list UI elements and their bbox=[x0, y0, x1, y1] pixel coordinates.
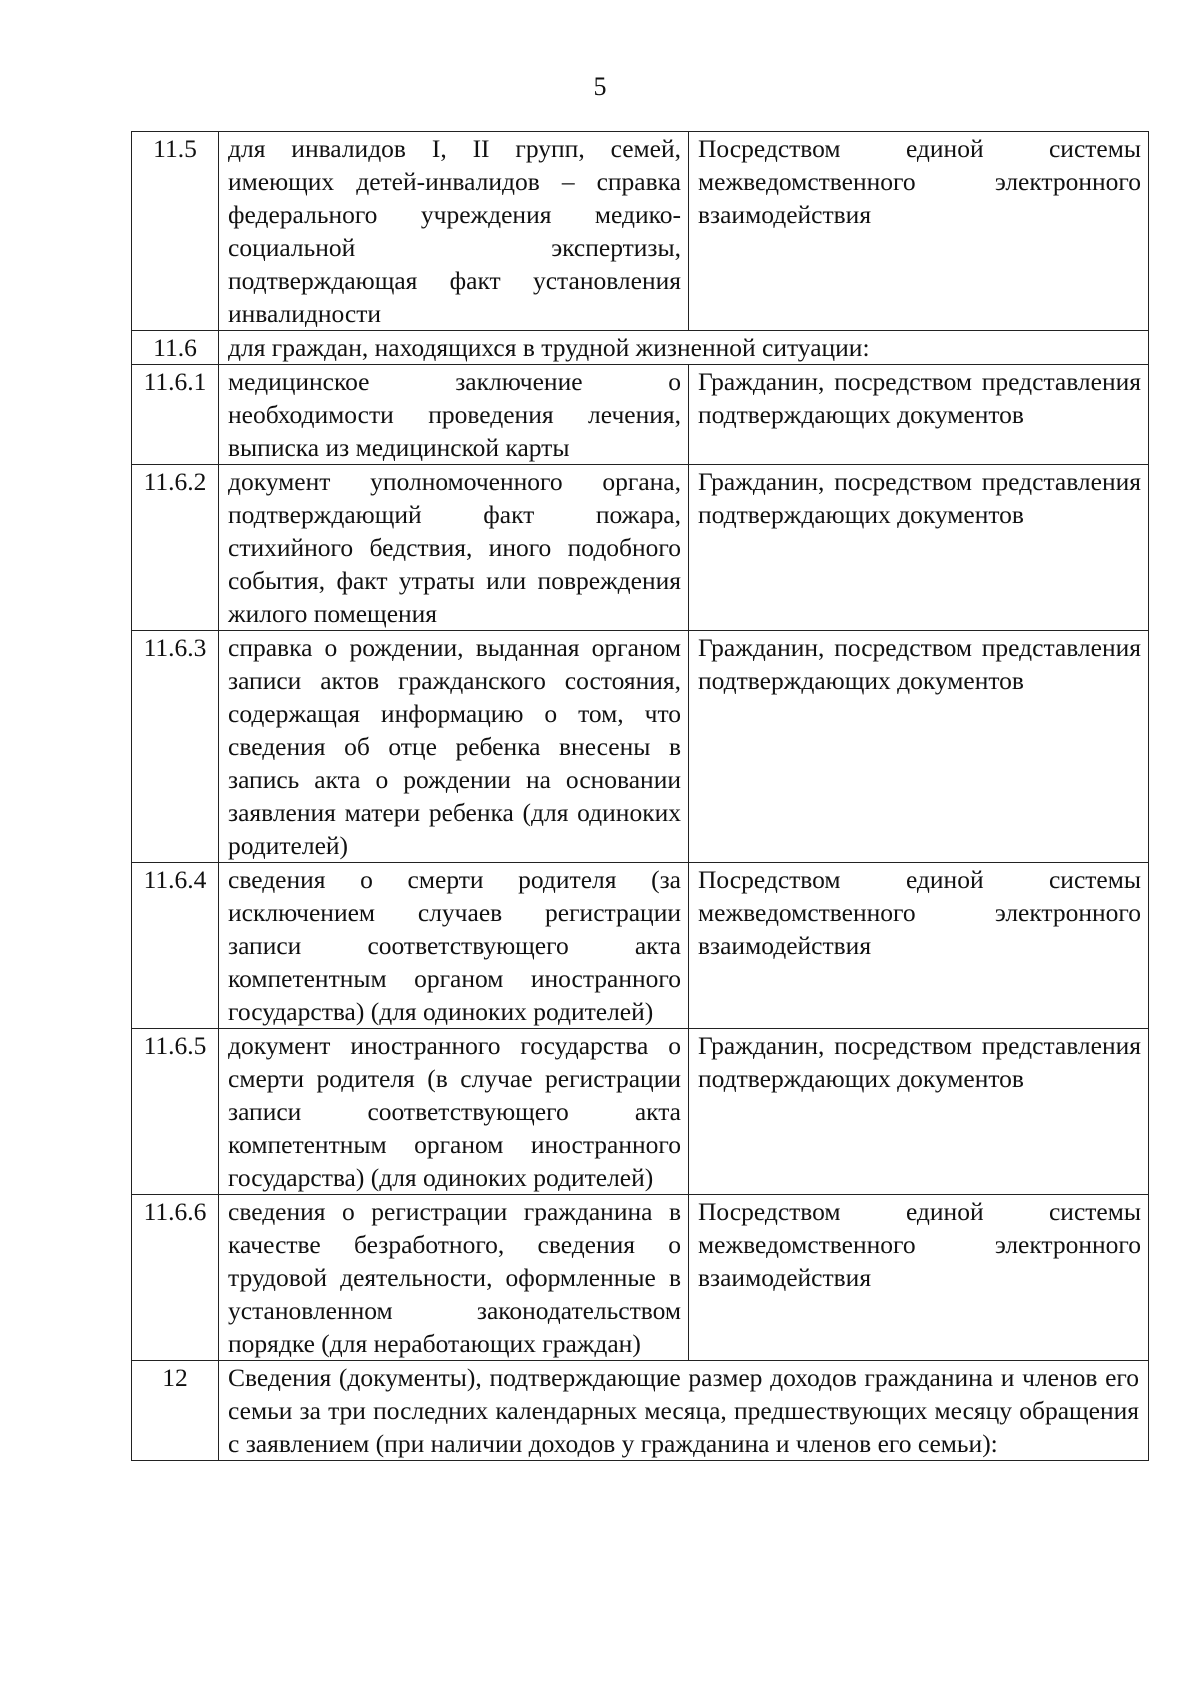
submission-method: Гражданин, посредством представления подтверждающих документов bbox=[689, 365, 1149, 465]
row-number: 11.6.4 bbox=[132, 863, 219, 1029]
submission-method: Посредством единой системы межведомственного электронного взаимодействия bbox=[689, 1195, 1149, 1361]
table-row-11-6-2 bbox=[132, 465, 1149, 631]
row-number: 11.5 bbox=[132, 132, 219, 331]
row-number: 12 bbox=[132, 1361, 219, 1461]
document-description: медицинское заключение о необходимости проведения лечения, выписка из медицинской карты bbox=[219, 365, 689, 465]
table-row-11-6-1 bbox=[132, 365, 1149, 465]
section-heading: Сведения (документы), подтверждающие размер доходов гражданина и членов его семьи за три последних календарных месяца, предшествующих месяцу обращения с заявлением (при наличии доходов у гражданина и членов его семьи): bbox=[219, 1361, 1149, 1461]
section-heading: для граждан, находящихся в трудной жизненной ситуации: bbox=[219, 331, 1149, 365]
document-description: сведения о регистрации гражданина в качестве безработного, сведения о трудовой деятельности, оформленные в установленном законодательством порядке (для неработающих граждан) bbox=[219, 1195, 689, 1361]
submission-method: Гражданин, посредством представления подтверждающих документов bbox=[689, 631, 1149, 863]
table-row-12 bbox=[132, 1361, 1149, 1461]
table-row-11-6 bbox=[132, 331, 1149, 365]
document-description: документ уполномоченного органа, подтверждающий факт пожара, стихийного бедствия, иного подобного события, факт утраты или повреждения жилого помещения bbox=[219, 465, 689, 631]
table-row-11-6-5 bbox=[132, 1029, 1149, 1195]
document-description: для инвалидов I, II групп, семей, имеющих детей-инвалидов – справка федерального учреждения медико-социальной экспертизы, подтверждающая факт установления инвалидности bbox=[219, 132, 689, 331]
row-number: 11.6.2 bbox=[132, 465, 219, 631]
table-row-11-5 bbox=[132, 132, 1149, 331]
table-row-11-6-4 bbox=[132, 863, 1149, 1029]
submission-method: Гражданин, посредством представления подтверждающих документов bbox=[689, 1029, 1149, 1195]
table-row-11-6-6 bbox=[132, 1195, 1149, 1361]
submission-method: Посредством единой системы межведомственного электронного взаимодействия bbox=[689, 132, 1149, 331]
row-number: 11.6.6 bbox=[132, 1195, 219, 1361]
documents-table bbox=[131, 131, 1149, 1461]
row-number: 11.6.3 bbox=[132, 631, 219, 863]
page-number: 5 bbox=[593, 72, 607, 101]
row-number: 11.6.1 bbox=[132, 365, 219, 465]
document-description: сведения о смерти родителя (за исключением случаев регистрации записи соответствующего акта компетентным органом иностранного государства) (для одиноких родителей) bbox=[219, 863, 689, 1029]
row-number: 11.6 bbox=[132, 331, 219, 365]
submission-method: Посредством единой системы межведомственного электронного взаимодействия bbox=[689, 863, 1149, 1029]
row-number: 11.6.5 bbox=[132, 1029, 219, 1195]
document-description: документ иностранного государства о смерти родителя (в случае регистрации записи соответствующего акта компетентным органом иностранного государства) (для одиноких родителей) bbox=[219, 1029, 689, 1195]
document-description: справка о рождении, выданная органом записи актов гражданского состояния, содержащая информацию о том, что сведения об отце ребенка внесены в запись акта о рождении на основании заявления матери ребенка (для одиноких родителей) bbox=[219, 631, 689, 863]
table-row-11-6-3 bbox=[132, 631, 1149, 863]
submission-method: Гражданин, посредством представления подтверждающих документов bbox=[689, 465, 1149, 631]
